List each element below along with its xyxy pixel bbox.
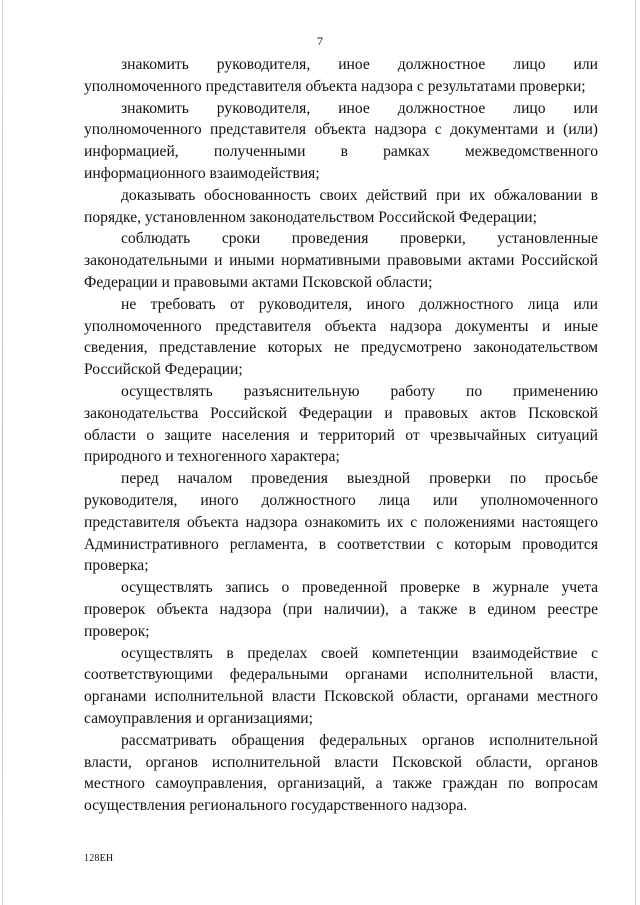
footer-document-code: 128ЕН: [84, 853, 114, 864]
paragraph: осуществлять в пределах своей компетенции взаимодействие с соответствующими федеральными органами исполнительной власти, органами исполнительной власти Псковской области, органами местного самоуправления и организациями;: [84, 644, 598, 727]
paragraph: знакомить руководителя, иное должностное лицо или уполномоченного представителя объекта надзора с документами и (или) информацией, полученными в рамках межведомственного информационного взаимодействия;: [84, 99, 598, 182]
page-number: 7: [317, 34, 323, 48]
scan-edge-left: [2, 0, 3, 905]
paragraph: соблюдать сроки проведения проверки, установленные законодательными и иными нормативными правовыми актами Российской Федерации и правовыми актами Псковской области;: [84, 230, 598, 291]
paragraph: рассматривать обращения федеральных органов исполнительной власти, органов исполнительной власти Псковской области, органов местного самоуправления, организаций, а также граждан по вопросам осуществления регионального государственного надзора.: [84, 731, 598, 815]
paragraph: перед началом проведения выездной проверки по просьбе руководителя, иного должностного лица или уполномоченного представителя объекта надзора ознакомить их с положениями настоящего Административного регламента, в соответствии с которым проводится проверка;: [84, 470, 598, 575]
paragraph: доказывать обоснованность своих действий при их обжаловании в порядке, установленном законодательством Российской Федерации;: [84, 186, 598, 226]
paragraph: знакомить руководителя, иное должностное лицо или уполномоченного представителя объекта надзора с результатами проверки;: [84, 56, 598, 95]
paragraph: осуществлять разъяснительную работу по применению законодательства Российской Федерации и правовых актов Псковской области о защите населения и территорий от чрезвычайных ситуаций природного и техногенного характера;: [84, 382, 598, 466]
paragraph: осуществлять запись о проведенной проверке в журнале учета проверок объекта надзора (при наличии), а также в едином реестре проверок;: [84, 579, 598, 640]
paragraph: не требовать от руководителя, иного должностного лица или уполномоченного представителя объекта надзора документы и иные сведения, представление которых не предусмотрено законодательством Российской Федерации;: [84, 295, 598, 379]
scan-edge-right: [635, 0, 636, 905]
body-text: [84, 54, 598, 817]
